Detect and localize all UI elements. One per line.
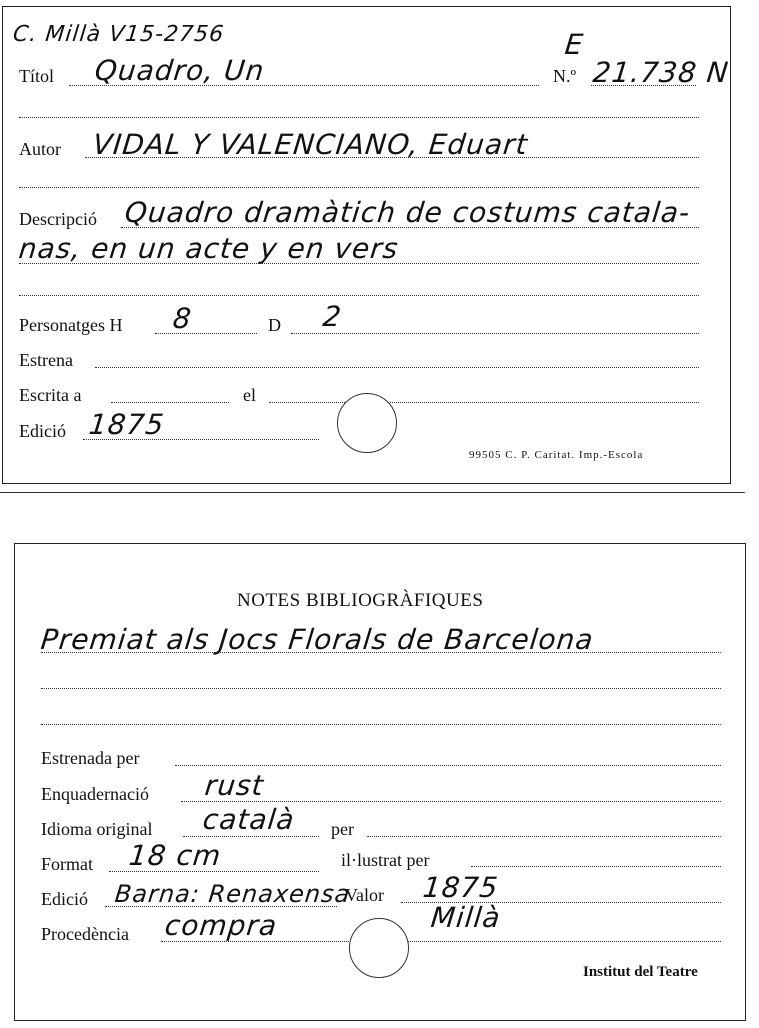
separator-line: [19, 295, 699, 296]
characters-male-value: 8: [171, 302, 194, 335]
provenance-value: compra: [163, 909, 280, 942]
description-value-1: Quadro dramàtich de costums catala-: [123, 196, 692, 229]
language-label: Idioma original: [41, 819, 153, 839]
premiered-by-label: Estrenada per: [41, 748, 140, 768]
format-value: 18 cm: [127, 839, 223, 872]
characters-male-line: [155, 333, 257, 334]
note-line-2: [41, 688, 721, 689]
binding-label: Enquadernació: [41, 784, 149, 804]
written-date-line: [269, 402, 699, 403]
edition-label: Edició: [19, 421, 66, 441]
edition-label: Edició: [41, 889, 88, 909]
notes-heading: NOTES BIBLIOGRÀFIQUES: [237, 590, 484, 611]
edition-value: 1875: [87, 408, 167, 441]
characters-female-value: 2: [321, 300, 344, 333]
written-date-label: el: [243, 385, 256, 405]
catalog-card-notes: [14, 543, 746, 1021]
printer-footer: 99505 C. P. Caritat. Imp.-Escola: [469, 449, 644, 461]
note-value: Premiat als Jocs Florals de Barcelona: [39, 623, 596, 656]
punch-hole: [337, 393, 397, 453]
separator-line: [19, 117, 699, 118]
catalog-card-main: [2, 6, 731, 484]
note-line-3: [41, 724, 721, 725]
language-line: [183, 836, 319, 837]
page-divider: [0, 492, 745, 493]
illustrated-by-label: il·lustrat per: [341, 850, 430, 870]
number-letter: E: [563, 28, 586, 61]
institution-footer: Institut del Teatre: [583, 964, 698, 980]
written-at-line: [111, 402, 229, 403]
premiere-line: [95, 367, 699, 368]
author-value: VIDAL Y VALENCIANO, Eduart: [91, 128, 530, 161]
value-value: 1875: [421, 871, 501, 904]
characters-female-line: [291, 333, 699, 334]
edition-value: Barna: Renaxensa: [113, 880, 352, 908]
written-at-label: Escrita a: [19, 385, 82, 405]
value-label: Valor: [345, 885, 384, 905]
description-label: Descripció: [19, 209, 97, 229]
number-value: 21.738 N: [591, 56, 731, 89]
separator-line: [19, 187, 699, 188]
translated-by-line: [367, 836, 721, 837]
binding-value: rust: [203, 769, 266, 802]
provenance-label: Procedència: [41, 924, 129, 944]
signature: Millà: [429, 901, 503, 934]
characters-label: Personatges H: [19, 315, 123, 335]
illustrated-by-line: [471, 866, 721, 867]
translated-by-label: per: [331, 819, 354, 839]
archive-reference: C. Millà V15-2756: [11, 22, 226, 47]
title-value: Quadro, Un: [93, 54, 267, 87]
punch-hole: [349, 918, 409, 978]
description-value-2: nas, en un acte y en vers: [17, 232, 401, 265]
characters-female-label: D: [268, 315, 281, 335]
number-label: N.º: [553, 66, 577, 86]
format-label: Format: [41, 854, 93, 874]
premiered-by-line: [175, 765, 721, 766]
premiere-label: Estrena: [19, 350, 73, 370]
language-value: català: [201, 803, 297, 836]
author-label: Autor: [19, 139, 61, 159]
title-label: Títol: [19, 66, 54, 86]
